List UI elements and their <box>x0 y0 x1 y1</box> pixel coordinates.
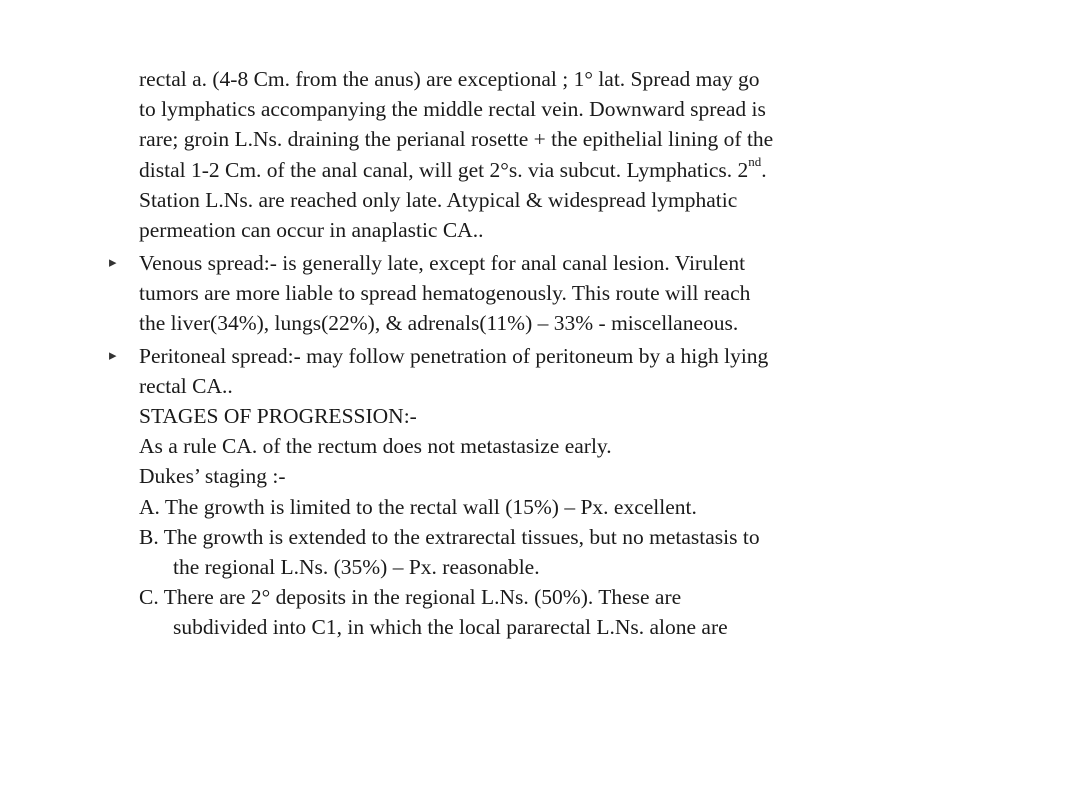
venous-spread-bullet <box>109 248 939 339</box>
text-line: to lymphatics accompanying the middle rectal vein. Downward spread is <box>139 97 766 122</box>
text-line: the liver(34%), lungs(22%), & adrenals(11%) – 33% - miscellaneous. <box>139 311 739 336</box>
text-line: As a rule CA. of the rectum does not metastasize early. <box>139 434 612 459</box>
stages-section <box>139 401 939 643</box>
text-line <box>139 522 939 552</box>
dukes-label: Dukes’ staging :- <box>139 464 286 489</box>
stage-letter: A. <box>139 494 160 519</box>
text-line-part: Venous spread:- is generally late, except for anal canal lesion. Virulent <box>139 251 746 275</box>
text-line-part: . <box>761 157 767 182</box>
text-line: Station L.Ns. are reached only late. Atypical & widespread lymphatic <box>139 187 738 212</box>
dukes-stage-c <box>139 582 939 642</box>
text-line <box>139 155 939 185</box>
text-line-part: distal 1-2 Cm. of the anal canal, will get 2°s. via subcut. Lymphatics. 2 <box>139 157 749 182</box>
text-line-part: There are 2° deposits in the regional L.Ns. (50%). These are <box>163 585 682 610</box>
text-line <box>139 582 939 612</box>
text-line-part: The growth is extended to the extrarectal tissues, but no metastasis to <box>163 524 760 549</box>
text-line <box>139 492 939 522</box>
text-line: rare; groin L.Ns. draining the perianal rosette + the epithelial lining of the <box>139 127 774 152</box>
text-line: tumors are more liable to spread hematogenously. This route will reach <box>139 281 751 306</box>
text-line: rectal CA.. <box>139 374 233 399</box>
bullet-icon: ▸ <box>109 348 117 364</box>
stage-letter: B. <box>139 524 159 549</box>
text-line <box>109 248 939 278</box>
superscript: nd <box>748 154 762 170</box>
dukes-stage-b <box>139 522 939 582</box>
text-line: subdivided into C1, in which the local pararectal L.Ns. alone are <box>173 615 728 640</box>
text-line: the regional L.Ns. (35%) – Px. reasonable. <box>173 555 540 580</box>
peritoneal-spread-bullet <box>109 341 939 401</box>
section-heading: STAGES OF PROGRESSION:- <box>139 404 417 428</box>
dukes-stage-a <box>139 492 939 522</box>
text-line: rectal a. (4-8 Cm. from the anus) are exceptional ; 1° lat. Spread may go <box>139 67 760 91</box>
stage-letter: C. <box>139 585 159 610</box>
lymphatic-spread-paragraph <box>139 64 939 245</box>
text-line <box>109 341 939 371</box>
text-line-part: The growth is limited to the rectal wall (15%) – Px. excellent. <box>164 494 697 519</box>
text-line-part: Peritoneal spread:- may follow penetration of peritoneum by a high lying <box>139 344 769 368</box>
bullet-icon: ▸ <box>109 255 117 271</box>
text-line: permeation can occur in anaplastic CA.. <box>139 218 484 243</box>
